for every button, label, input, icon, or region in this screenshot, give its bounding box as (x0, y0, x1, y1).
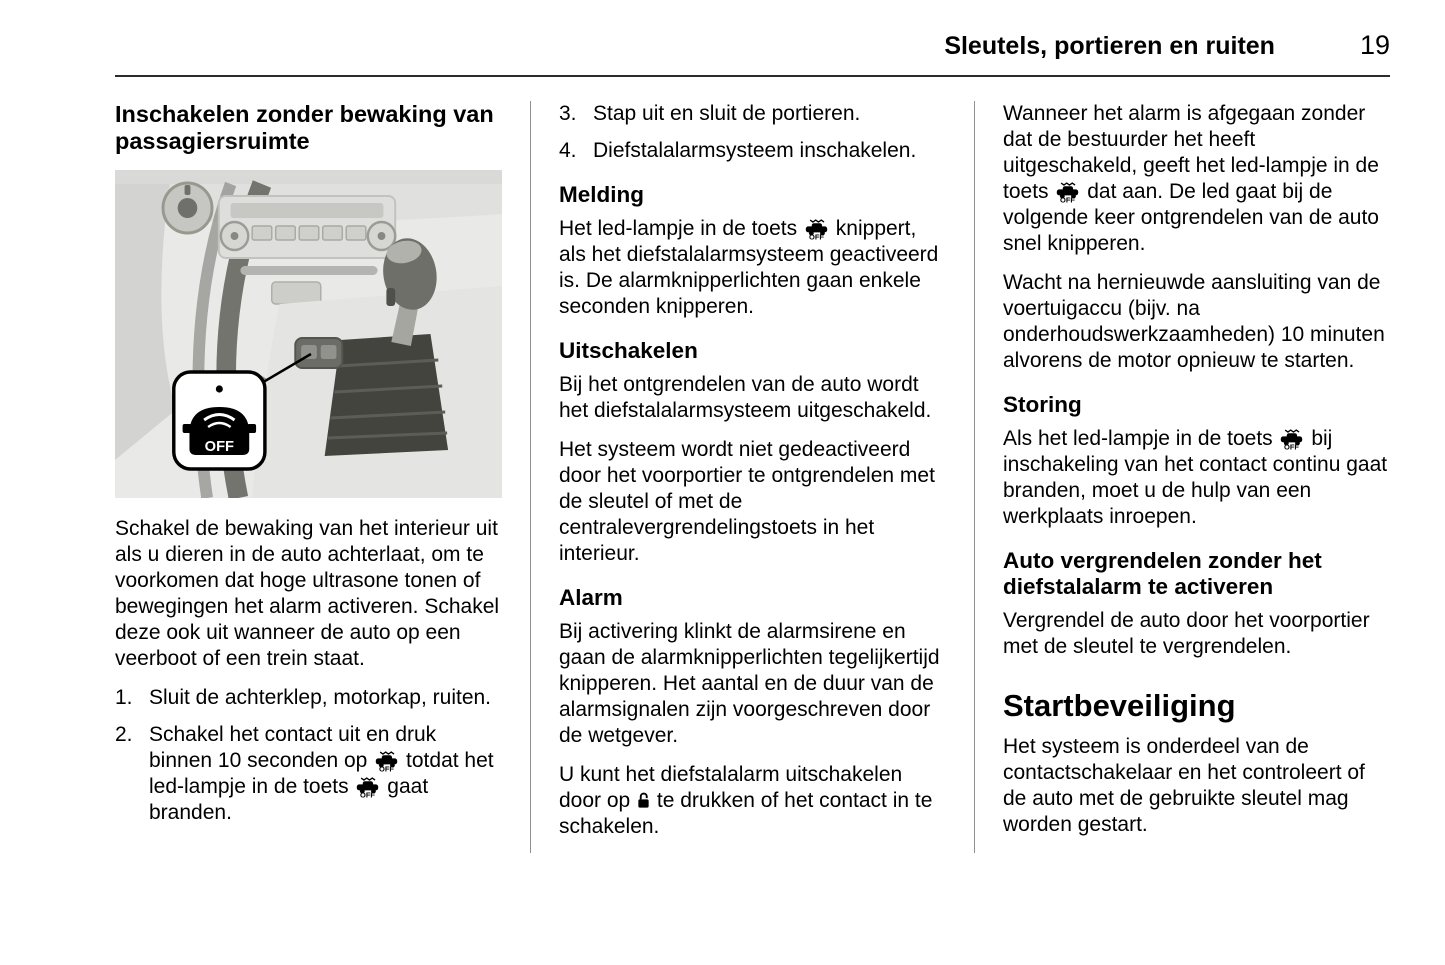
list-item-4 (559, 138, 946, 164)
car-ultrasonic-off-icon (373, 748, 400, 772)
paragraph-vergrendelen: Vergrendel de auto door het voorportier met de sleutel te vergrendelen. (1003, 609, 1370, 659)
column-3 (975, 101, 1390, 853)
list-number: 3. (559, 102, 577, 125)
text-segment: Wanneer het alarm is afgegaan zonder dat de bestuurder het heeft uitgeschakeld, geeft het led-lampje in de toets (1003, 102, 1379, 204)
text-segment: Schakel het contact uit en druk binnen 10 seconden op (149, 722, 437, 772)
heading-storing: Storing (1003, 392, 1082, 418)
list-item-text: Diefstalalarmsysteem inschakelen. (593, 139, 917, 163)
text-segment: Het led-lampje in de toets (559, 216, 803, 240)
heading-melding: Melding (559, 182, 644, 208)
paragraph-uitschakelen-1: Bij het ontgrendelen van de auto wordt het diefstalalarmsysteem uitgeschakeld. (559, 372, 932, 422)
car-ultrasonic-off-icon (1278, 426, 1305, 450)
text-segment: dat aan. De led gaat bij de volgende keer ontgrendelen van de auto snel knipperen. (1003, 180, 1379, 256)
paragraph-startbeveiliging: Het systeem is onderdeel van de contactschakelaar en het controleert of de auto met de gebruikte sleutel mag worden gestart. (1003, 735, 1365, 837)
page-header (115, 30, 1390, 77)
paragraph-uitschakelen-2: Het systeem wordt niet gedeactiveerd door het voorportier te ontgrendelen met de sleutel of met de centralevergrendelingstoets in het interieur. (559, 438, 935, 566)
heading-alarm: Alarm (559, 585, 623, 611)
unlock-icon (636, 791, 651, 810)
car-ultrasonic-off-icon (354, 774, 381, 798)
text-segment: gaat branden. (149, 774, 429, 824)
list-item-text (149, 722, 502, 826)
gear-lever-photo (115, 170, 502, 498)
section-heading-inschakelen: Inschakelen zonder bewaking van passagiersruimte (115, 101, 494, 155)
list-item-2 (115, 722, 502, 826)
heading-startbeveiliging: Startbeveiliging (1003, 688, 1236, 724)
interior-illustration (115, 170, 502, 498)
list-item-text: Stap uit en sluit de portieren. (593, 102, 861, 125)
column-2 (531, 101, 974, 853)
list-item-3 (559, 101, 946, 127)
column-1 (115, 101, 530, 853)
paragraph-melding (559, 216, 946, 320)
list-number: 1. (115, 685, 133, 709)
content-columns (115, 101, 1390, 853)
text-segment: te drukken of het contact in te schakelen. (559, 789, 933, 839)
paragraph-alarm-1: Bij activering klinkt de alarmsirene en gaan de alarmknipperlichten tegelijkertijd knipperen. Het aantal en de duur van de alarmsignalen zijn voorgeschreven door de wetgever. (559, 620, 940, 748)
list-item-text: Sluit de achterklep, motorkap, ruiten. (149, 685, 492, 709)
page-number: 19 (1359, 30, 1390, 60)
text-segment: Als het led-lampje in de toets (1003, 427, 1279, 451)
heading-vergrendelen-zonder-alarm: Auto vergrendelen zonder het diefstalalarm te activeren (1003, 548, 1322, 600)
paragraph-battery-wait: Wacht na hernieuwde aansluiting van de voertuigaccu (bijv. na onderhoudswerkzaamheden) 10 minuten alvorens de motor opnieuw te starten. (1003, 271, 1385, 373)
interior-monitoring-off-badge (174, 372, 265, 469)
text-segment: U kunt het diefstalalarm uitschakelen door op (559, 763, 903, 813)
paragraph-storing (1003, 426, 1390, 530)
paragraph-interior-monitoring: Schakel de bewaking van het interieur uit als u dieren in de auto achterlaat, om te voorkomen dat hoge ultrasone tonen of bewegingen het alarm activeren. Schakel deze ook uit wanneer de auto op een veerboot of een trein staat. (115, 516, 500, 670)
car-ultrasonic-off-icon (1054, 179, 1081, 203)
console-button-panel (295, 338, 342, 368)
text-segment: knippert, als het diefstalalarmsysteem geactiveerd is. De alarmknipperlichten gaan enkele seconden knipperen. (559, 216, 939, 319)
heading-uitschakelen: Uitschakelen (559, 338, 698, 364)
text-segment: totdat het led-lampje in de toets (149, 748, 494, 798)
car-ultrasonic-off-icon (803, 216, 830, 240)
list-item-1 (115, 685, 502, 711)
light-switch-knob (163, 183, 212, 233)
chapter-title: Sleutels, portieren en ruiten (944, 32, 1275, 60)
text-segment: bij inschakeling van het contact continu gaat branden, moet u de hulp van een werkplaats inroepen. (1003, 427, 1388, 529)
list-number: 2. (115, 722, 133, 746)
badge-off-label: OFF (204, 438, 235, 455)
paragraph-alarm-indication (1003, 101, 1390, 257)
list-number: 4. (559, 139, 577, 163)
paragraph-alarm-2 (559, 762, 946, 840)
